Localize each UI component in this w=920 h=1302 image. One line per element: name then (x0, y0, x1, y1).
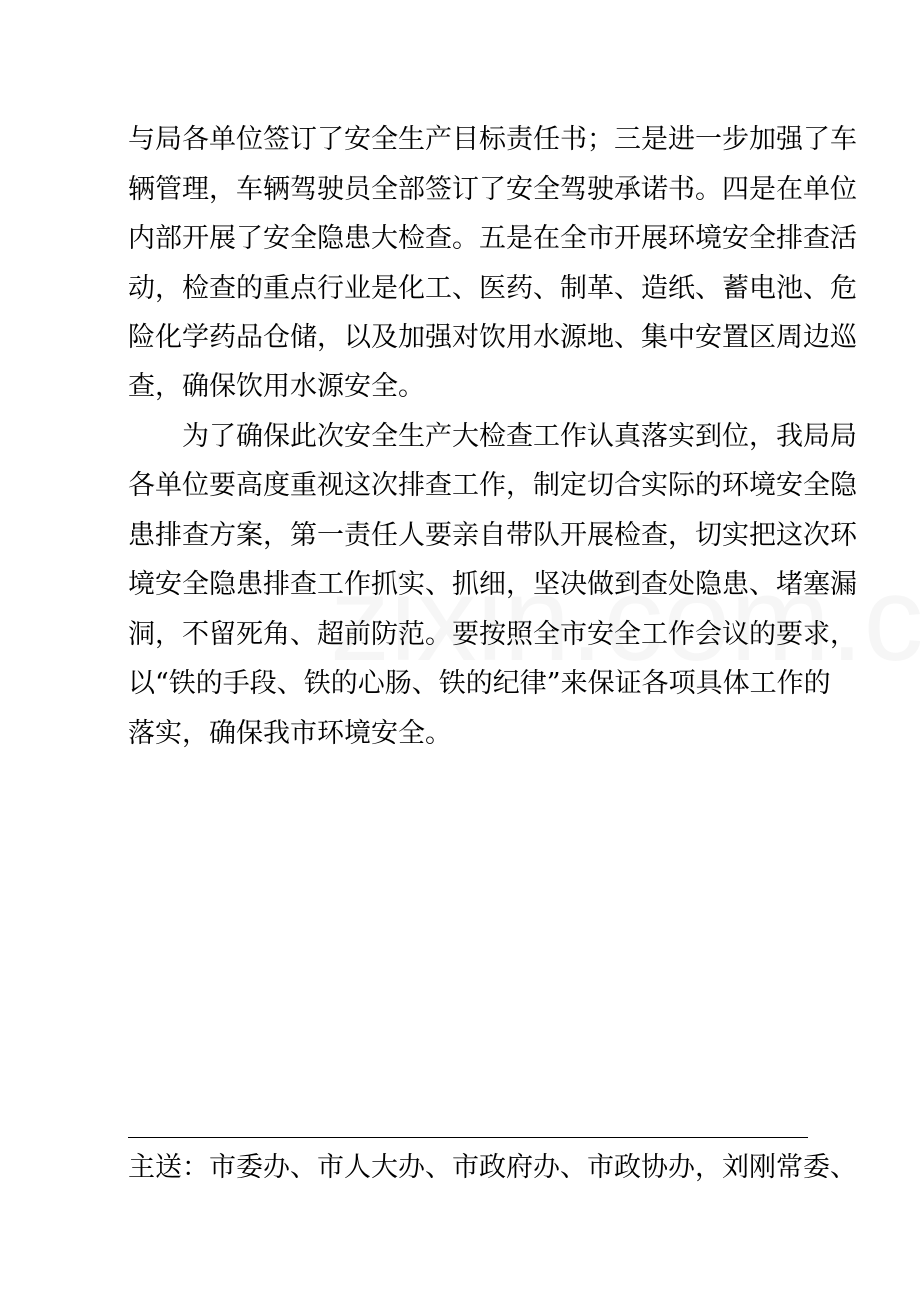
body-line: 内部开展了安全隐患大检查。五是在全市开展环境安全排查活 (128, 223, 857, 254)
body-line: 动，检查的重点行业是化工、医药、制革、造纸、蓄电池、危 (128, 273, 857, 304)
body-line: 以“铁的手段、铁的心肠、铁的纪律”来保证各项具体工作的 (128, 668, 831, 699)
footer-divider (128, 1137, 808, 1138)
body-line: 洞，不留死角、超前防范。要按照全市安全工作会议的要求， (128, 619, 857, 650)
body-line: 险化学药品仓储，以及加强对饮用水源地、集中安置区周边巡 (128, 322, 857, 353)
body-line: 为了确保此次安全生产大检查工作认真落实到位，我局局 (128, 421, 857, 452)
body-line: 境安全隐患排查工作抓实、抓细，坚决做到查处隐患、堵塞漏 (128, 569, 857, 600)
body-line: 患排查方案，第一责任人要亲自带队开展检查，切实把这次环 (128, 520, 857, 551)
body-line: 辆管理，车辆驾驶员全部签订了安全驾驶承诺书。四是在单位 (128, 174, 857, 205)
distribution-line: 主送：市委办、市人大办、市政府办、市政协办，刘刚常委、 (128, 1152, 857, 1183)
body-line: 各单位要高度重视这次排查工作，制定切合实际的环境安全隐 (128, 470, 857, 501)
body-line: 与局各单位签订了安全生产目标责任书；三是进一步加强了车 (128, 124, 857, 155)
body-line: 查，确保饮用水源安全。 (128, 371, 425, 402)
body-line: 落实，确保我市环境安全。 (128, 718, 452, 749)
